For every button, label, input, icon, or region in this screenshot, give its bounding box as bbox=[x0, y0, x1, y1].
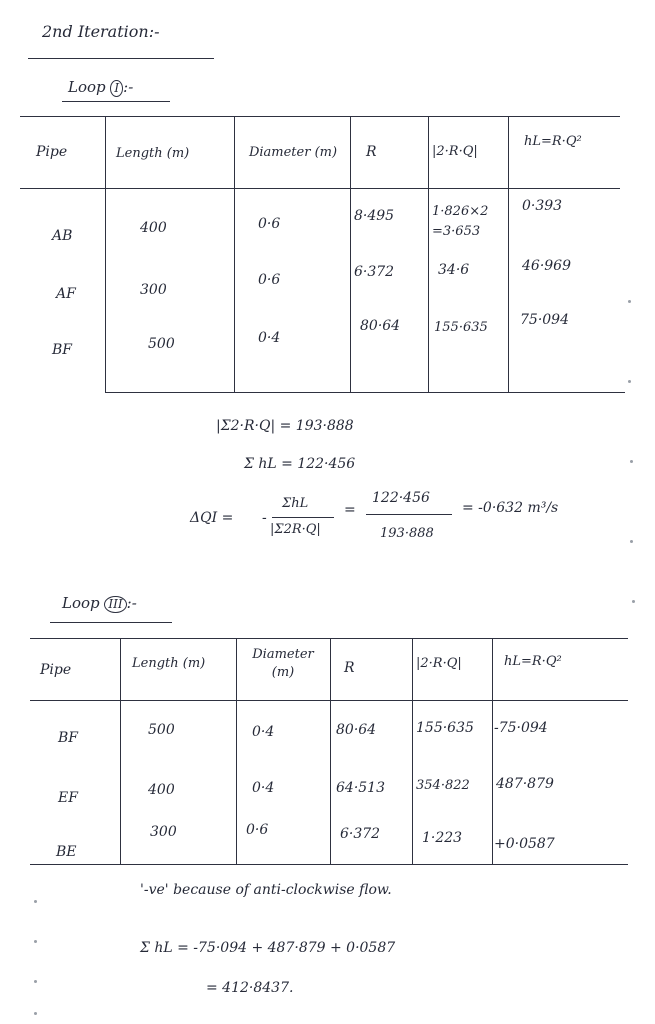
loop3-col-divider bbox=[236, 638, 237, 864]
loop3-title bbox=[62, 594, 137, 613]
heading-underline bbox=[28, 58, 214, 59]
loop1-suffix: :- bbox=[123, 78, 134, 96]
loop1-header-hl: hL=R·Q² bbox=[524, 134, 582, 149]
loop1-header-2rq: |2·R·Q| bbox=[432, 144, 478, 159]
loop3-cell-diameter: 0·6 bbox=[246, 822, 269, 838]
loop3-table-bottom-rule bbox=[30, 864, 628, 865]
loop3-cell-hl: 487·879 bbox=[496, 776, 554, 792]
loop3-header-hl: hL=R·Q² bbox=[504, 654, 562, 669]
delta-q-numerator-value: 122·456 bbox=[372, 490, 430, 506]
loop1-table-header-rule bbox=[20, 188, 620, 189]
loop1-header-r: R bbox=[366, 144, 377, 160]
loop1-col-divider bbox=[508, 116, 509, 392]
margin-dot bbox=[628, 380, 631, 383]
loop1-cell-diameter: 0·4 bbox=[258, 330, 281, 346]
loop1-cell-2rq: 1·826×2 =3·653 bbox=[432, 204, 489, 239]
loop3-suffix: :- bbox=[126, 594, 137, 612]
delta-q-equals: = bbox=[344, 502, 356, 518]
loop3-cell-2rq: 155·635 bbox=[416, 720, 474, 736]
loop1-table-bottom-rule bbox=[105, 392, 625, 393]
loop1-cell-pipe: AB bbox=[52, 228, 73, 244]
loop1-cell-hl: 0·393 bbox=[522, 198, 563, 214]
loop1-title bbox=[68, 78, 133, 97]
loop3-cell-length: 300 bbox=[150, 824, 177, 840]
loop1-underline bbox=[62, 101, 170, 102]
loop1-header-length: Length (m) bbox=[116, 146, 190, 161]
loop1-sum-2rq: |Σ2·R·Q| = 193·888 bbox=[216, 418, 354, 434]
delta-q-neg: - bbox=[262, 510, 267, 526]
loop1-cell-hl: 75·094 bbox=[520, 312, 569, 328]
loop1-header-pipe: Pipe bbox=[36, 144, 68, 160]
loop3-cell-r: 64·513 bbox=[336, 780, 385, 796]
delta-q-numerator: ΣhL bbox=[282, 496, 309, 511]
loop3-cell-diameter: 0·4 bbox=[252, 724, 275, 740]
loop3-cell-length: 500 bbox=[148, 722, 175, 738]
loop3-sum-hl-expression: Σ hL = -75·094 + 487·879 + 0·0587 bbox=[140, 940, 396, 956]
loop1-label: Loop bbox=[68, 78, 106, 96]
loop3-underline bbox=[50, 622, 172, 623]
loop1-cell-pipe: AF bbox=[56, 286, 76, 302]
loop1-cell-pipe: BF bbox=[52, 342, 73, 358]
loop3-header-pipe: Pipe bbox=[40, 662, 72, 678]
loop1-cell-r: 6·372 bbox=[354, 264, 395, 280]
margin-dot bbox=[34, 900, 37, 903]
loop3-cell-hl: -75·094 bbox=[494, 720, 548, 736]
loop3-cell-r: 6·372 bbox=[340, 826, 381, 842]
loop3-label: Loop bbox=[62, 594, 100, 612]
iteration-heading: 2nd Iteration:- bbox=[42, 22, 160, 41]
delta-q-denominator-value: 193·888 bbox=[380, 526, 434, 541]
delta-q-denominator: |Σ2R·Q| bbox=[270, 522, 321, 537]
loop3-sum-hl-result: = 412·8437. bbox=[206, 980, 294, 996]
loop3-cell-diameter: 0·4 bbox=[252, 780, 275, 796]
loop3-col-divider bbox=[412, 638, 413, 864]
loop3-cell-2rq: 1·223 bbox=[422, 830, 463, 846]
loop3-header-r: R bbox=[344, 660, 355, 676]
loop3-cell-pipe: BF bbox=[58, 730, 79, 746]
loop1-cell-2rq: 155·635 bbox=[434, 320, 488, 335]
loop1-cell-length: 400 bbox=[140, 220, 167, 236]
margin-dot bbox=[632, 600, 635, 603]
loop3-header-length: Length (m) bbox=[132, 656, 206, 671]
loop3-col-divider bbox=[330, 638, 331, 864]
margin-dot bbox=[34, 980, 37, 983]
margin-dot bbox=[34, 1012, 37, 1015]
margin-dot bbox=[630, 460, 633, 463]
anticlockwise-note: '-ve' because of anti-clockwise flow. bbox=[140, 882, 392, 898]
loop3-number-badge: III bbox=[104, 596, 126, 613]
margin-dot bbox=[34, 940, 37, 943]
loop3-col-divider bbox=[492, 638, 493, 864]
loop1-cell-r: 80·64 bbox=[360, 318, 401, 334]
loop3-cell-pipe: BE bbox=[56, 844, 77, 860]
loop3-header-2rq: |2·R·Q| bbox=[416, 656, 462, 671]
loop3-cell-2rq: 354·822 bbox=[416, 778, 470, 793]
delta-q-result: = -0·632 m³/s bbox=[462, 500, 559, 516]
delta-q-label: ΔQI = bbox=[190, 510, 234, 526]
loop1-number-badge: I bbox=[110, 80, 123, 97]
loop1-col-divider bbox=[350, 116, 351, 392]
loop3-header-diameter: Diameter (m) bbox=[252, 647, 314, 680]
margin-dot bbox=[628, 300, 631, 303]
loop1-col-divider bbox=[234, 116, 235, 392]
loop1-col-divider bbox=[428, 116, 429, 392]
margin-dot bbox=[630, 540, 633, 543]
loop1-cell-r: 8·495 bbox=[354, 208, 395, 224]
loop3-cell-r: 80·64 bbox=[336, 722, 377, 738]
delta-q-value-bar bbox=[366, 514, 452, 515]
loop3-col-divider bbox=[120, 638, 121, 864]
loop1-cell-length: 300 bbox=[140, 282, 167, 298]
loop1-sum-hl: Σ hL = 122·456 bbox=[244, 456, 356, 472]
loop1-cell-length: 500 bbox=[148, 336, 175, 352]
loop3-cell-pipe: EF bbox=[58, 790, 78, 806]
loop1-cell-diameter: 0·6 bbox=[258, 216, 281, 232]
loop1-table-top-rule bbox=[20, 116, 620, 117]
loop1-cell-hl: 46·969 bbox=[522, 258, 571, 274]
loop1-cell-diameter: 0·6 bbox=[258, 272, 281, 288]
delta-q-fraction-bar bbox=[272, 517, 334, 518]
loop1-header-diameter: Diameter (m) bbox=[248, 145, 338, 160]
loop1-col-divider bbox=[105, 116, 106, 392]
loop3-cell-length: 400 bbox=[148, 782, 175, 798]
loop1-cell-2rq: 34·6 bbox=[438, 262, 470, 278]
loop3-cell-hl: +0·0587 bbox=[494, 836, 555, 852]
